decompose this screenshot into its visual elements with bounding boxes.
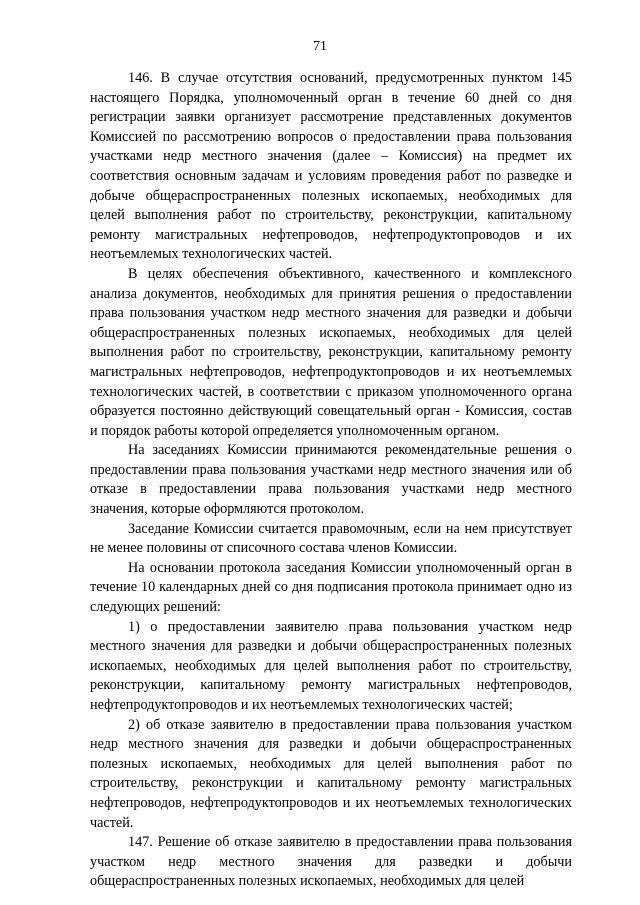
paragraph-quorum: Заседание Комиссии считается правомочным, если на нем присутствует не менее половины от списочного состава членов Комиссии.: [90, 520, 572, 557]
paragraph-147: 147. Решение об отказе заявителю в предоставлении права пользования участком недр местного значения для разведки и добычи общераспространенных полезных ископаемых, необходимых для целей: [90, 834, 572, 890]
document-body: [90, 69, 572, 892]
paragraph-decision-refuse: 2) об отказе заявителю в предоставлении права пользования участком недр местного значения для разведки и добычи общераспространенных полезных ископаемых, необходимых для целей выполнения работ по строительству, реконструкции и капитальному ремонту магистральных нефтепроводов, нефтепродуктопроводов и их неотъемлемых технологических частей.: [90, 716, 572, 831]
page-number: 71: [313, 39, 327, 54]
paragraph-decision-grant: 1) о предоставлении заявителю права пользования участком недр местного значения для разведки и добычи общераспространенных полезных ископаемых, необходимых для целей выполнения работ по строительству, реконструкции, капитальному ремонту магистральных нефтепроводов, нефтепродуктопроводов и их неотъемлемых технологических частей;: [90, 618, 572, 713]
paragraph-commission-purpose: В целях обеспечения объективного, качественного и комплексного анализа документов, необходимых для принятия решения о предоставлении права пользования участком недр местного значения для разведки и добычи общераспространенных полезных ископаемых, необходимых для целей выполнения работ по строительству, реконструкции, капитальному ремонту магистральных нефтепроводов, нефтепродуктопроводов и их неотъемлемых технологических частей, в соответствии с приказом уполномоченного органа образуется постоянно действующий совещательный орган - Комиссия, состав и порядок работы которой определяется уполномоченным органом.: [90, 265, 572, 439]
paragraph-commission-decisions: На заседаниях Комиссии принимаются рекомендательные решения о предоставлении права пользования участками недр местного значения или об отказе в предоставлении права пользования участками недр местного значения, которые оформляются протоколом.: [90, 442, 572, 518]
paragraph-protocol-basis: На основании протокола заседания Комиссии уполномоченный орган в течение 10 календарных дней со дня подписания протокола принимает одно из следующих решений:: [90, 559, 572, 616]
paragraph-146: 146. В случае отсутствия оснований, предусмотренных пунктом 145 настоящего Порядка, уполномоченный орган в течение 60 дней со дня регистрации заявки организует рассмотрение представленных документов Комиссией по рассмотрению вопросов о предоставлении права пользования участками недр местного значения (далее – Комиссия) на предмет их соответствия основным задачам и условиям проведения работ по разведке и добыче общераспространенных полезных ископаемых, необходимых для целей выполнения работ по строительству, реконструкции, капитальному ремонту магистральных нефтепроводов, нефтепродуктопроводов и их неотъемлемых технологических частей.: [90, 70, 572, 263]
